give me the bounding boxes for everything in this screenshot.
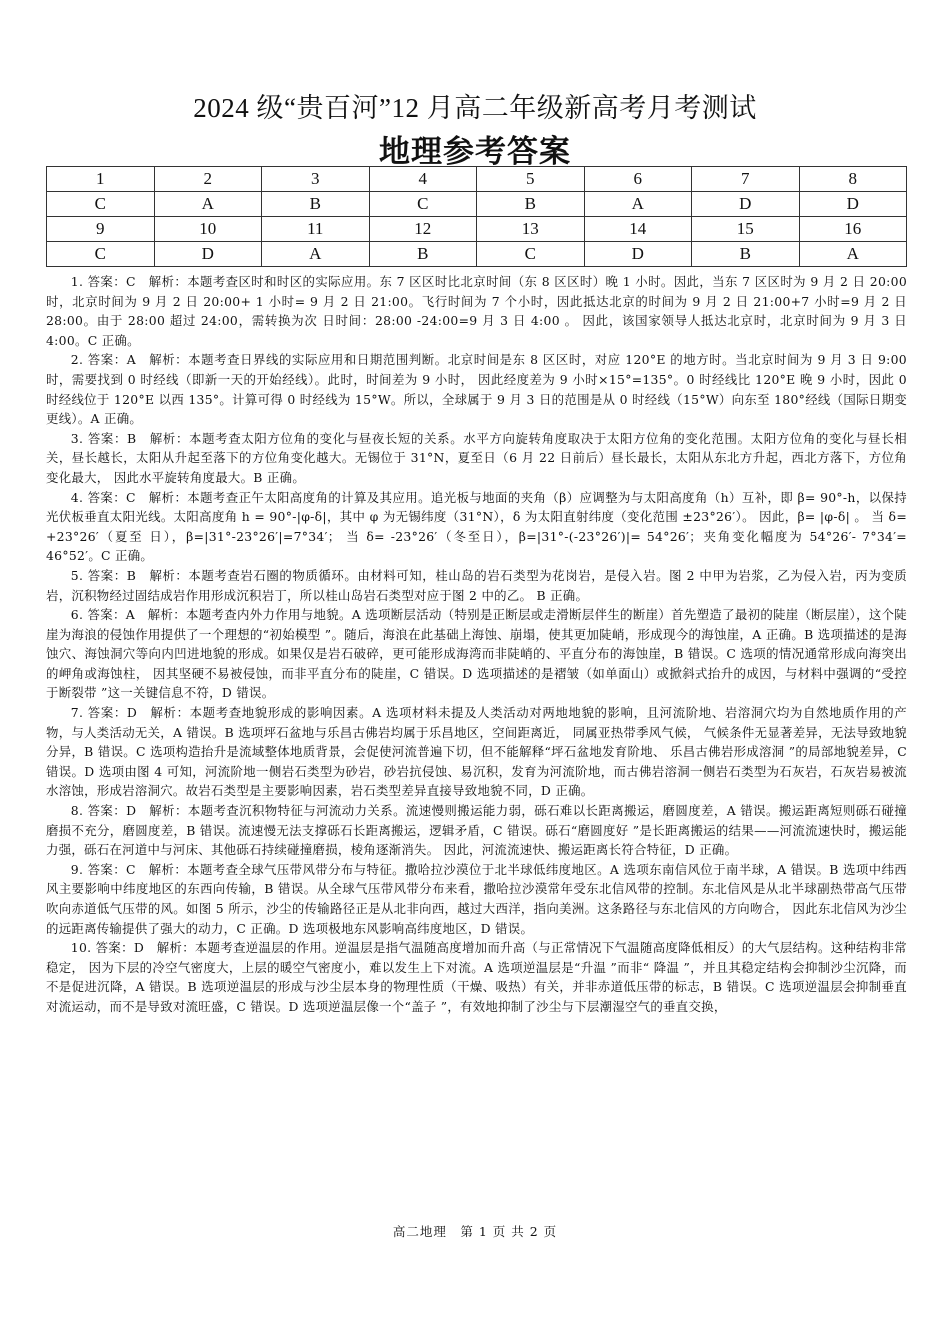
table-cell: 2: [154, 167, 262, 192]
page-footer: 高二地理 第 1 页 共 2 页: [392, 1224, 558, 1239]
table-cell: B: [692, 242, 800, 267]
question-number-row: [47, 217, 907, 242]
explanation-paragraph: 8. 答案：D 解析：本题考查沉积物特征与河流动力关系。流速慢则搬运能力弱，砾石难以长距离搬运，磨圆度差，A 错误。搬运距离短则砾石碰撞磨损不充分，磨圆度差，B 错误。流速慢无法支撑砾石长距离搬运，逻辑矛盾，C 错误。砾石“磨圆度好 ”是长距离搬运的结果——河流流速快时，搬运能力强，砾石在河道中与河床、其他砾石持续碰撞磨损，棱角逐渐消失。 因此，河流流速快、搬运距离长符合特征，D 正确。: [46, 803, 907, 858]
exam-title: 2024 级“贵百河”12 月高二年级新高考月考测试: [193, 93, 757, 123]
table-cell: 11: [262, 217, 370, 242]
explanation-paragraph: 2. 答案：A 解析：本题考查日界线的实际应用和日期范围判断。北京时间是东 8 区区时，对应 120°E 的地方时。当北京时间为 9 月 3 日 9:00 时，需要找到 0 时经线（即新一天的开始经线）。此时，时间差为 9 小时， 因此经度差为 9 小时×15°=135°。0 时经线比 120°E 晚 9 小时，因此 0 时经线位于 120°E 以西 135°。计算可得 0 时经线为 15°W。所以，全球属于 9 月 3 日的范围是从 0 时经线（15°W）向东至 180°经线（国际日期变更线）。A 正确。: [46, 352, 907, 427]
table-cell: B: [262, 192, 370, 217]
table-cell: D: [584, 242, 692, 267]
table-cell: 4: [369, 167, 477, 192]
explanation-paragraph: 7. 答案：D 解析：本题考查地貌形成的影响因素。A 选项材料未提及人类活动对两地地貌的影响，且河流阶地、岩溶洞穴均为自然地质作用的产物，与人类活动无关，A 错误。B 选项坪石盆地与乐昌古佛岩均属于乐昌地区，空间距离近， 同属亚热带季风气候， 气候条件无显著差异，无法导致地貌分异，B 错误。C 选项构造抬升是流域整体地质背景，会促使河流普遍下切，但不能解释“坪石盆地发育阶地、 乐昌古佛岩形成溶洞 ”的局部地貌差异，C 错误。D 选项由图 4 可知，河流阶地一侧岩石类型为砂岩，砂岩抗侵蚀、易沉积，发育为河流阶地，而古佛岩溶洞一侧岩石类型为石灰岩，石灰岩易被流水溶蚀，形成岩溶洞穴。故岩石类型是主要影响因素，岩石类型差异直接导致地貌不同，D 正确。: [46, 705, 907, 799]
answer-table: [46, 166, 907, 267]
explanation-paragraph: 3. 答案：B 解析：本题考查太阳方位角的变化与昼夜长短的关系。水平方向旋转角度取决于太阳方位角的变化范围。太阳方位角的变化与昼长相关，昼长越长，太阳从升起至落下的方位角变化越大。无锡位于 31°N，夏至日（6 月 22 日前后）昼长最长，太阳从东北方升起，西北方落下，方位角变化最大， 因此水平旋转角度最大。B 正确。: [46, 430, 907, 485]
table-cell: A: [262, 242, 370, 267]
table-cell: C: [47, 242, 155, 267]
table-cell: D: [154, 242, 262, 267]
table-cell: 9: [47, 217, 155, 242]
explanation-paragraph: 5. 答案：B 解析：本题考查岩石圈的物质循环。由材料可知，桂山岛的岩石类型为花岗岩，是侵入岩。图 2 中甲为岩浆，乙为侵入岩，丙为变质岩，沉积物经过固结成岩作用形成沉积岩丁，所以桂山岛岩石类型对应于图 2 中的乙。 B 正确。: [46, 567, 907, 603]
explanation-paragraph: 4. 答案：C 解析：本题考查正午太阳高度角的计算及其应用。追光板与地面的夹角（β）应调整为与太阳高度角（h）互补，即 β= 90°-h，以保持光伏板垂直太阳光线。太阳高度角 h = 90°-|φ-δ|，其中 φ 为无锡纬度（31°N），δ 为太阳直射纬度（变化范围 ±23°26′）。 因此，β= |φ-δ| 。 当 δ= +23°26′（夏至 日），β=|31°-23°26′|=7°34′； 当 δ= -23°26′（冬至日），β=|31°-(-23°26′)|= 54°26′；夹角变化幅度为 54°26′- 7°34′= 46°52′。C 正确。: [46, 489, 907, 564]
table-cell: B: [477, 192, 585, 217]
table-cell: 3: [262, 167, 370, 192]
table-cell: D: [799, 192, 907, 217]
table-cell: A: [154, 192, 262, 217]
table-cell: D: [692, 192, 800, 217]
explanation-paragraph: 10. 答案：D 解析：本题考查逆温层的作用。逆温层是指气温随高度增加而升高（与正常情况下气温随高度降低相反）的大气层结构。这种结构非常稳定， 因为下层的冷空气密度大，上层的暖空气密度小，难以发生上下对流。A 选项逆温层是“升温 ”而非“ 降温 ”，并且其稳定结构会抑制沙尘沉降，而不是促进沉降，A 错误。B 选项逆温层的形成与沙尘层本身的物理性质（干燥、吸热）有关，并非赤道低压带的标志，B 错误。C 选项逆温层会抑制垂直对流运动，而不是导致对流旺盛，C 错误。D 选项逆温层像一个“盖子 ”，有效地抑制了沙尘与下层潮湿空气的垂直交换，: [46, 940, 907, 1014]
answer-row: [47, 242, 907, 267]
table-cell: C: [47, 192, 155, 217]
table-cell: 7: [692, 167, 800, 192]
explanation-paragraph: 9. 答案：C 解析：本题考查全球气压带风带分布与特征。撒哈拉沙漠位于北半球低纬度地区。A 选项东南信风位于南半球，A 错误。B 选项中纬西风主要影响中纬度地区的东西向传输，B 错误。从全球气压带风带分布来看，撒哈拉沙漠常年受东北信风带的控制。东北信风是从北半球副热带高气压带吹向赤道低气压带的风。如图 5 所示，沙尘的传输路径正是从北非向西，越过大西洋，指向美洲。这条路径与东北信风的方向吻合， 因此东北信风为沙尘的远距离传输提供了强大的动力，C 正确。D 选项极地东风影响高纬度地区，D 错误。: [46, 861, 907, 936]
subject-title: 地理参考答案: [379, 134, 571, 170]
explanation-paragraph: 6. 答案：A 解析：本题考查内外力作用与地貌。A 选项断层活动（特别是正断层或走滑断层伴生的断崖）首先塑造了最初的陡崖（断层崖），这个陡崖为海浪的侵蚀作用提供了一个理想的“初始模型 ”。随后，海浪在此基础上海蚀、崩塌，使其更加陡峭，形成现今的海蚀崖，A 正确。B 选项描述的是海蚀穴、海蚀洞穴等向内凹进地貌的形成。如果仅是岩石破碎，更可能形成海湾而非陡峭的、平直分布的海蚀崖，B 错误。C 选项的情况通常形成向海突出的岬角或海蚀柱， 因其坚硬不易被侵蚀，而非平直分布的陡崖，C 错误。D 选项描述的是褶皱（如单面山）或掀斜式抬升的成因，与材料中强调的“受控于断裂带 ”这一关键信息不符，D 错误。: [46, 607, 907, 701]
answer-row: [47, 192, 907, 217]
table-cell: C: [477, 242, 585, 267]
table-cell: 8: [799, 167, 907, 192]
explanation-paragraph: 1. 答案：C 解析：本题考查区时和时区的实际应用。东 7 区区时比北京时间（东 8 区区时）晚 1 小时。因此，当东 7 区区时为 9 月 2 日 20:00 时，北京时间为 9 月 2 日 20:00+ 1 小时= 9 月 2 日 21:00。飞行时间为 7 个小时，因此抵达北京的时间为 9 月 2 日 21:00+7 小时=9 月 2 日 28:00。由于 28:00 超过 24:00，需转换为次 日时间：28:00 -24:00=9 月 3 日 4:00 。 因此，该国家领导人抵达北京时，北京时间为 9 月 3 日 4:00。C 正确。: [46, 274, 907, 348]
table-cell: 15: [692, 217, 800, 242]
question-number-row: [47, 167, 907, 192]
explanations: [46, 272, 907, 1017]
table-cell: 5: [477, 167, 585, 192]
table-cell: 1: [47, 167, 155, 192]
table-cell: B: [369, 242, 477, 267]
table-cell: 10: [154, 217, 262, 242]
table-cell: C: [369, 192, 477, 217]
table-cell: A: [799, 242, 907, 267]
table-cell: 13: [477, 217, 585, 242]
table-cell: A: [584, 192, 692, 217]
table-cell: 16: [799, 217, 907, 242]
table-cell: 14: [584, 217, 692, 242]
table-cell: 12: [369, 217, 477, 242]
table-cell: 6: [584, 167, 692, 192]
